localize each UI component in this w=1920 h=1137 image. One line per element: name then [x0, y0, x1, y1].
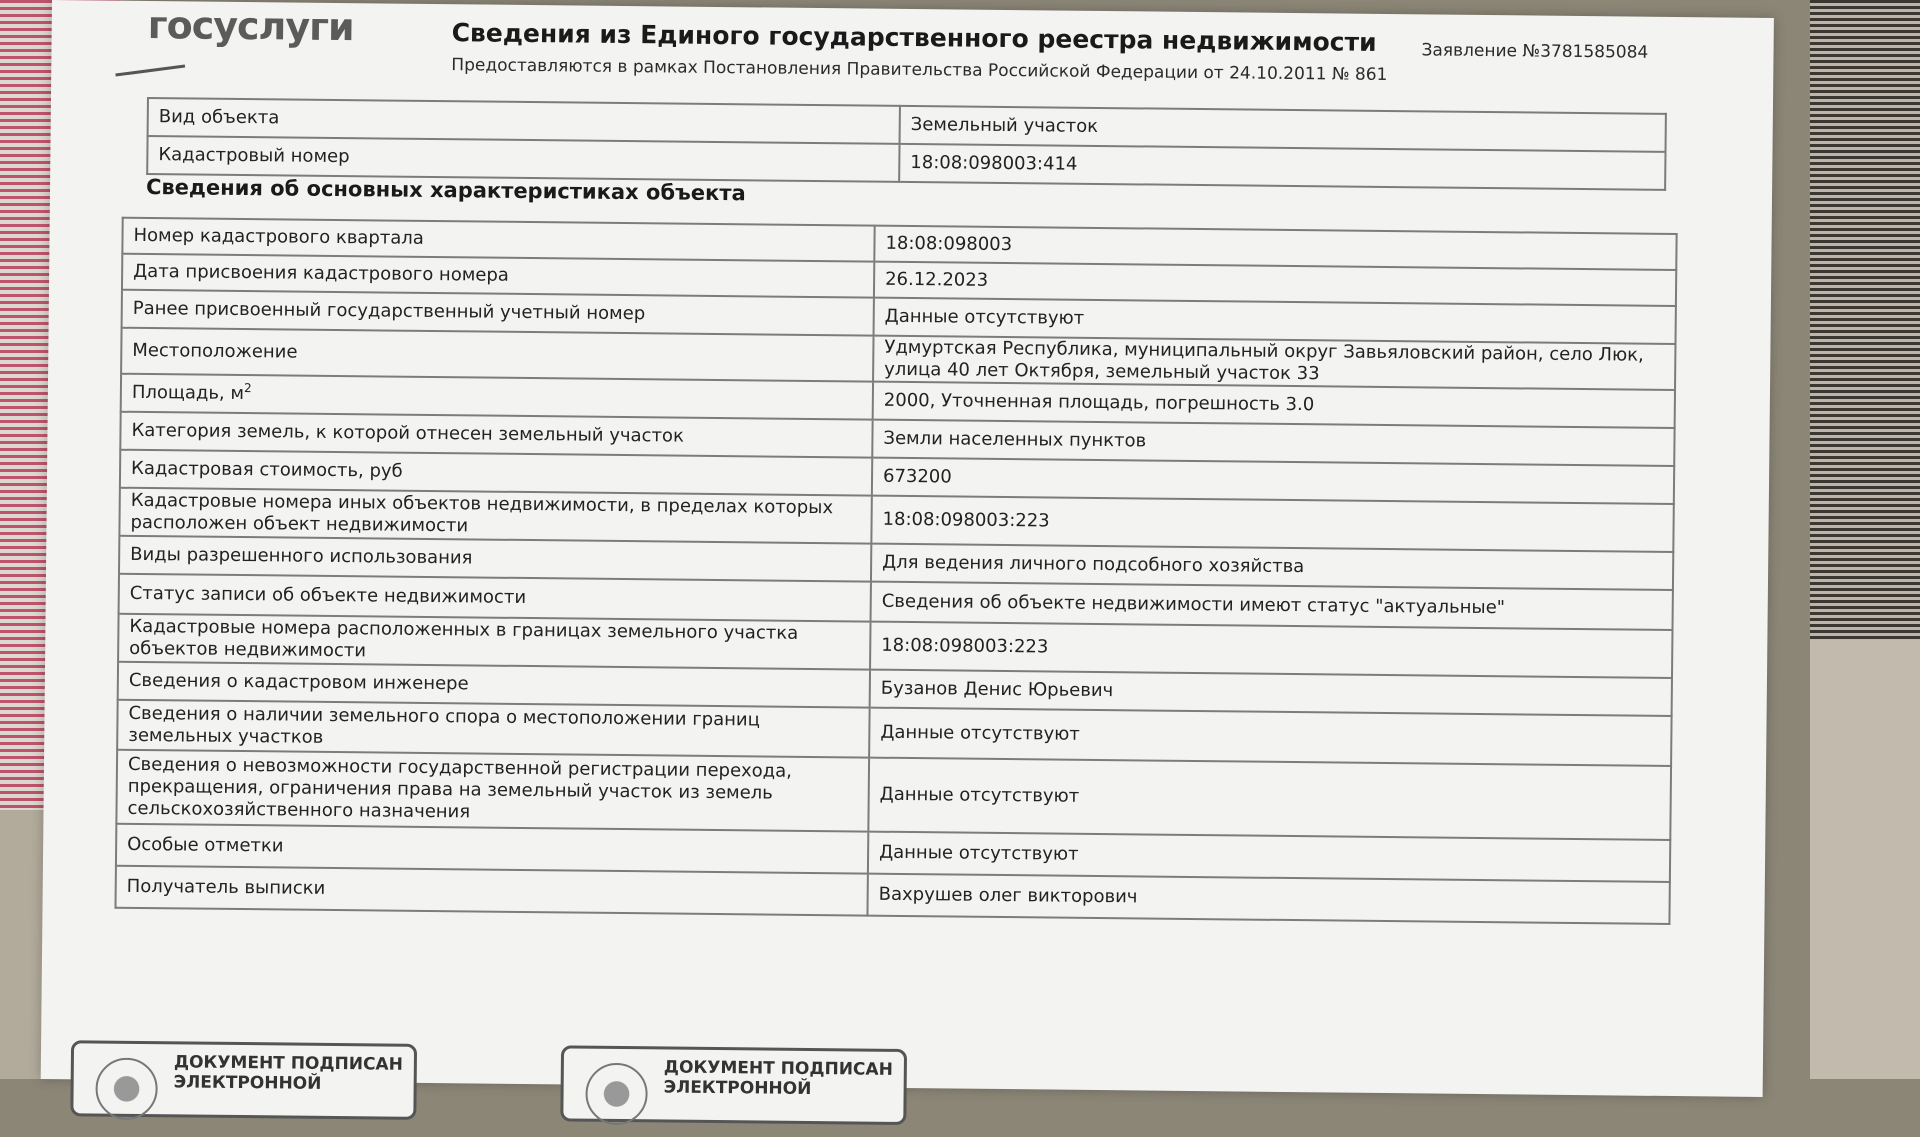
area-label: Площадь, м	[131, 381, 245, 405]
row-label: Особые отметки	[116, 824, 868, 874]
row-label: Виды разрешенного использования	[119, 536, 871, 582]
row-label: Категория земель, к которой отнесен земельный участок	[120, 412, 872, 458]
row-label: Ранее присвоенный государственный учетный номер	[122, 290, 874, 336]
document-title: Сведения из Единого государственного реестра недвижимости	[451, 18, 1377, 57]
row-value: Земли населенных пунктов	[872, 420, 1674, 466]
stamp-text: ДОКУМЕНТ ПОДПИСАН ЭЛЕКТРОННОЙ	[173, 1052, 403, 1094]
document-sheet	[41, 0, 1774, 1100]
row-value: 26.12.2023	[874, 262, 1676, 306]
row-label: Местоположение	[121, 328, 873, 382]
row-value: 673200	[872, 458, 1674, 504]
pen-mark	[115, 65, 185, 77]
row-label: Сведения о невозможности государственной регистрации перехода, прекращения, ограничения права на земельный участок из земель сельскохозяйственного назначения	[116, 750, 869, 832]
row-label: Кадастровый номер	[147, 136, 899, 182]
coat-of-arms-icon	[95, 1058, 158, 1121]
row-label: Получатель выписки	[115, 866, 867, 916]
row-value: 2000, Уточненная площадь, погрешность 3.0	[873, 382, 1675, 428]
row-label: Вид объекта	[148, 98, 900, 144]
row-value: Данные отсутствуют	[874, 298, 1676, 344]
row-value: Сведения об объекте недвижимости имеют статус "актуальные"	[871, 582, 1673, 630]
row-value: Данные отсутствуют	[868, 758, 1671, 840]
row-label: Кадастровые номера расположенных в границах земельного участка объектов недвижимости	[118, 614, 870, 670]
electronic-signature-stamp	[70, 1040, 417, 1120]
row-label: Дата присвоения кадастрового номера	[122, 254, 874, 298]
row-value: Данные отсутствуют	[869, 708, 1671, 766]
gosuslugi-logo: госуслуги	[147, 3, 354, 50]
stamp-text: ДОКУМЕНТ ПОДПИСАН ЭЛЕКТРОННОЙ	[663, 1057, 893, 1100]
electronic-signature-stamp	[560, 1045, 907, 1125]
characteristics-table	[114, 217, 1677, 925]
row-value: Данные отсутствуют	[868, 832, 1670, 882]
section-title: Сведения об основных характеристиках объекта	[145, 174, 746, 206]
row-value: Земельный участок	[900, 106, 1666, 152]
coat-of-arms-icon	[585, 1063, 648, 1126]
background-fabric-right	[1810, 0, 1920, 1079]
row-label: Сведения о кадастровом инженере	[118, 662, 870, 708]
area-unit-superscript: 2	[243, 381, 252, 396]
row-value: 18:08:098003:223	[870, 622, 1672, 678]
row-value: 18:08:098003:223	[871, 496, 1673, 552]
row-label: Сведения о наличии земельного спора о местоположении границ земельных участков	[117, 700, 869, 758]
row-label: Номер кадастрового квартала	[122, 218, 874, 262]
row-value: 18:08:098003:414	[899, 144, 1665, 190]
row-value: 18:08:098003	[874, 226, 1676, 270]
row-value: Удмуртская Республика, муниципальный округ Завьяловский район, село Люк, улица 40 лет Октября, земельный участок 33	[873, 336, 1675, 390]
row-value: Бузанов Денис Юрьевич	[870, 670, 1672, 716]
row-value: Вахрушев олег викторович	[867, 874, 1669, 924]
row-value: Для ведения личного подсобного хозяйства	[871, 544, 1673, 590]
row-label: Кадастровая стоимость, руб	[120, 450, 872, 496]
document-subtitle: Предоставляются в рамках Постановления Правительства Российской Федерации от 24.10.2011 № 861	[451, 55, 1388, 85]
row-label: Кадастровые номера иных объектов недвижимости, в пределах которых расположен объект недвижимости	[119, 488, 871, 544]
application-number: Заявление №3781585084	[1421, 40, 1649, 63]
row-label: Статус записи об объекте недвижимости	[119, 574, 871, 622]
